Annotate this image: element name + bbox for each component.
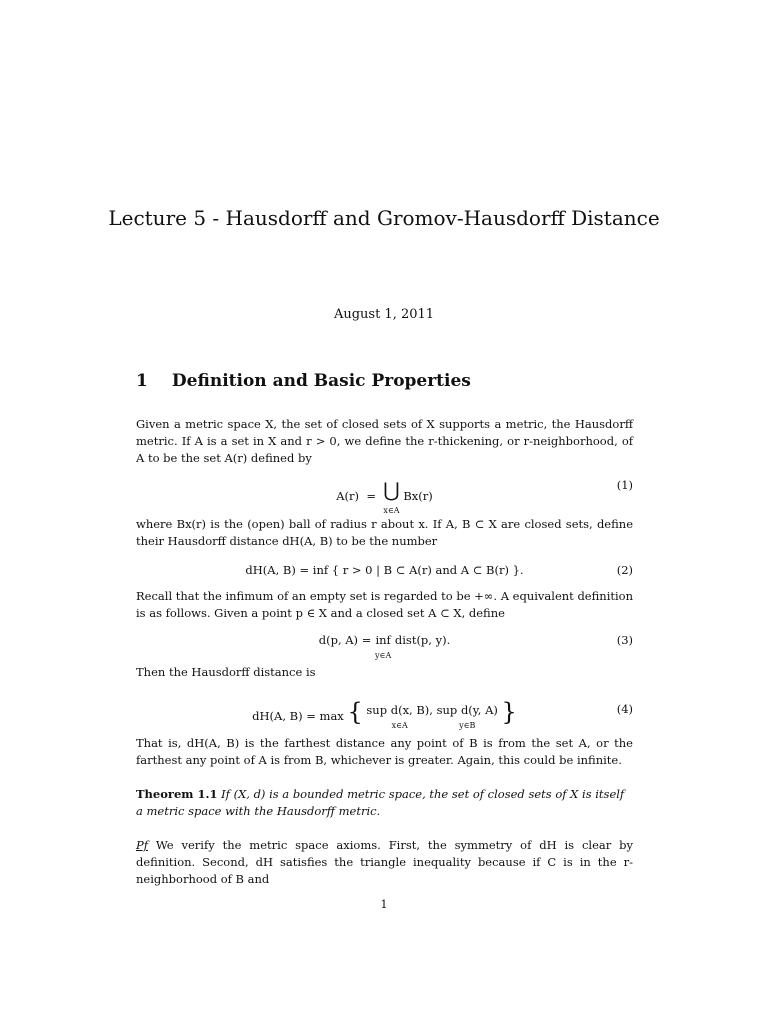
eq4-sup2: sup d(y, A) (436, 703, 498, 717)
eq1-op: = (366, 489, 376, 503)
equation-number: (4) (616, 702, 633, 716)
eq3-op: inf (375, 633, 391, 647)
equation-1 (136, 470, 633, 515)
proof-block (136, 837, 633, 888)
eq2-body: dH(A, B) = inf { r > 0 | B ⊂ A(r) and A ⊂ B(r) }. (245, 563, 524, 577)
para-line: Hausdorff distance dH(A, B) to be the number (167, 534, 438, 548)
eq4-sub2: y∈B (459, 721, 476, 730)
para-line: any point of A is from B, whichever is greater. Again, this could be infinite. (185, 753, 622, 767)
eq4-sup1: sup d(x, B), (366, 703, 433, 717)
eq1-lhs: A(r) (336, 489, 360, 503)
equation-number: (3) (616, 633, 633, 647)
para-line: set A(r) defined by (203, 451, 312, 465)
paragraph-that-is (136, 735, 633, 769)
paragraph-infimum (136, 588, 633, 622)
theorem-label: Theorem 1.1 (136, 787, 218, 801)
para-line: where Bx(r) is the (open) ball of radius r about x. If A, B ⊂ X are closed sets, define their (136, 517, 633, 548)
eq4-lhs: dH(A, B) = max (252, 709, 344, 723)
section-heading (136, 371, 471, 391)
para-line: If A is a set in X and r > 0, we define the r-thickening, or r-neighborhood, of A to be the (136, 434, 634, 465)
equation-4: dH(A, B) = max { sup d(x, B), x∈A sup d(y, A) y∈B } (4) (252, 698, 633, 730)
equation-number: (2) (616, 563, 633, 577)
section-title: Definition and Basic Properties (171, 371, 471, 391)
theorem-block (136, 786, 633, 820)
page-number: 1 (380, 898, 388, 911)
theorem-text: If (X, d) is a bounded metric space, the set of closed sets of X is itself a metric space with the Hausdorff metric. (136, 787, 625, 818)
eq3-sub: y∈A (375, 651, 392, 660)
eq1-rhs: Bx(r) (403, 489, 433, 503)
lecture-date: August 1, 2011 (333, 307, 435, 322)
paragraph-intro (136, 416, 633, 467)
para-line: Recall that the infimum of an empty set is regarded to be +∞. A equivalent definition is (136, 589, 633, 620)
lecture-title: Lecture 5 - Hausdorff and Gromov-Hausdorff Distance (108, 206, 660, 230)
section-number: 1 (136, 371, 148, 391)
para-line: That is, dH(A, B) is the farthest distance any point of B is from the set A, or the farthest (136, 736, 633, 767)
eq3-rhs: dist(p, y). (394, 633, 451, 647)
eq1-sub: x∈A (383, 506, 400, 515)
union-symbol: ⋃ (383, 478, 400, 502)
equation-3 (136, 625, 633, 661)
eq4-sub1: x∈A (391, 721, 408, 730)
eq3-lhs: d(p, A) = (318, 633, 372, 647)
proof-text: We verify the metric space axioms. First, the symmetry of dH is clear by definition. Second, dH satisfies the triangle inequality because if C is in the r-neighborhood of B and (136, 838, 633, 886)
equation-number: (1) (616, 478, 633, 492)
paragraph-hausdorff-def (136, 516, 633, 550)
proof-label: Pf (136, 838, 148, 852)
para-line: Given a metric space X, the set of closed sets of X supports a metric, the Hausdorff metric. (136, 417, 633, 448)
paragraph-then: Then the Hausdorff distance is (136, 665, 316, 679)
equation-2 (136, 555, 633, 591)
para-line: as follows. Given a point p ∈ X and a closed set A ⊂ X, define (149, 606, 505, 620)
